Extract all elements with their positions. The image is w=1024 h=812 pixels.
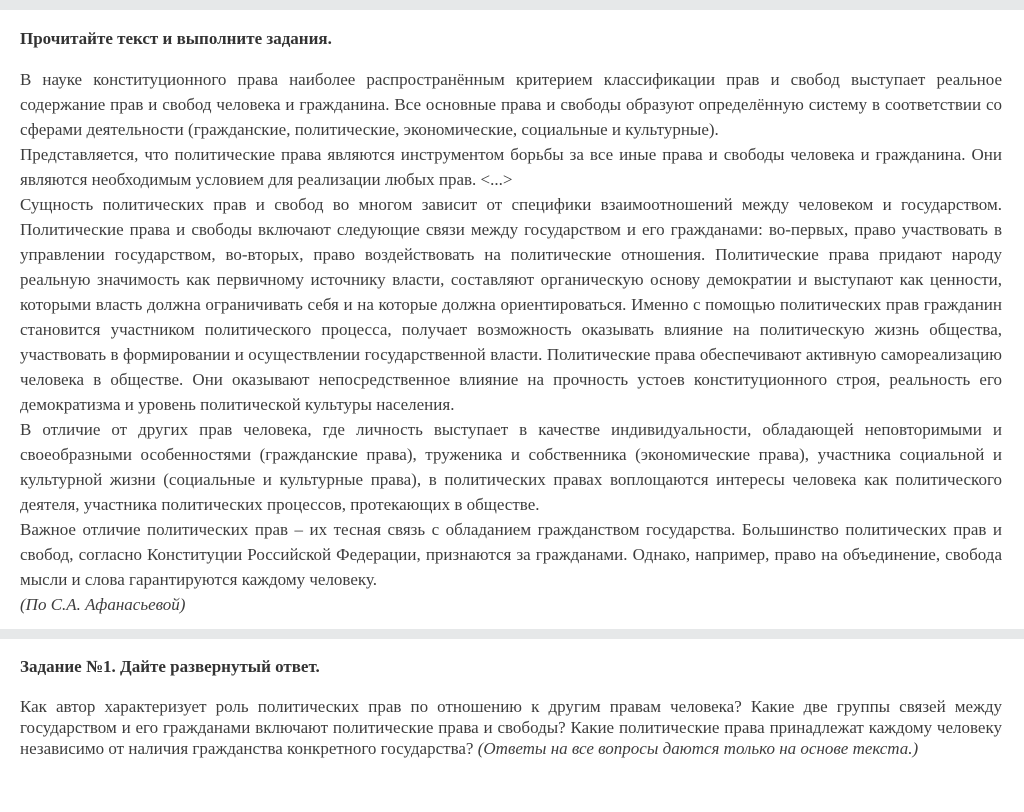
- text-paragraph: Представляется, что политические права являются инструментом борьбы за все иные права и свободы человека и гражданина. Они являются необходимым условием для реализации любых прав. <...>: [20, 145, 1002, 189]
- reading-section: [0, 10, 1024, 629]
- task-section: [0, 639, 1024, 759]
- reading-instruction: Прочитайте текст и выполните задания.: [20, 29, 332, 48]
- task-question-text: Как автор характеризует роль политических прав по отношению к другим правам человека? Какие две группы связей между государством и его гражданами включают политические права и свободы? Какие политические права принадлежат каждому человеку независимо от наличия гражданства конкретного государства?: [20, 697, 1002, 758]
- text-author: (По С.А. Афанасьевой): [20, 595, 186, 614]
- text-paragraph: В отличие от других прав человека, где личность выступает в качестве индивидуальности, обладающей неповторимыми и своеобразными особенностями (гражданские права), труженика и собственника (экономические права), участника социальной и культурной жизни (социальные и культурные права), в политических правах воплощаются интересы человека как политического деятеля, участника политических процессов, протекающих в обществе.: [20, 420, 1002, 514]
- top-divider: [0, 0, 1024, 10]
- text-paragraph: В науке конституционного права наиболее распространённым критерием классификации прав и свобод выступает реальное содержание прав и свобод человека и гражданина. Все основные права и свободы образуют определённую систему в соответствии со сферами деятельности (гражданские, политические, экономические, социальные и культурные).: [20, 70, 1002, 139]
- text-paragraph: Сущность политических прав и свобод во многом зависит от специфики взаимоотношений между человеком и государством. Политические права и свободы включают следующие связи между государством и его гражданами: во-первых, право участвовать в управлении государством, во-вторых, право воздействовать на политические отношения. Политические права придают народу реальную значимость как первичному источнику власти, составляют органическую основу демократии и выступают как ценности, которыми власть должна ограничивать себя и на которые должна ориентироваться. Именно с помощью политических прав гражданин становится участником политического процесса, получает возможность оказывать влияние на политическую жизнь общества, участвовать в формировании и осуществлении государственной власти. Политические права обеспечивают активную самореализацию человека в обществе. Они оказывают непосредственное влияние на прочность устоев конституционного строя, реальность его демократизма и уровень политической культуры населения.: [20, 195, 1002, 414]
- task-heading: Задание №1. Дайте развернутый ответ.: [20, 657, 320, 676]
- section-divider: [0, 629, 1024, 639]
- task-question: [20, 696, 1002, 759]
- text-paragraph: Важное отличие политических прав – их тесная связь с обладанием гражданством государства. Большинство политических прав и свобод, согласно Конституции Российской Федерации, признаются за гражданами. Однако, например, право на объединение, свобода мысли и слова гарантируются каждому человеку.: [20, 520, 1002, 589]
- task-note: (Ответы на все вопросы даются только на основе текста.): [477, 739, 919, 758]
